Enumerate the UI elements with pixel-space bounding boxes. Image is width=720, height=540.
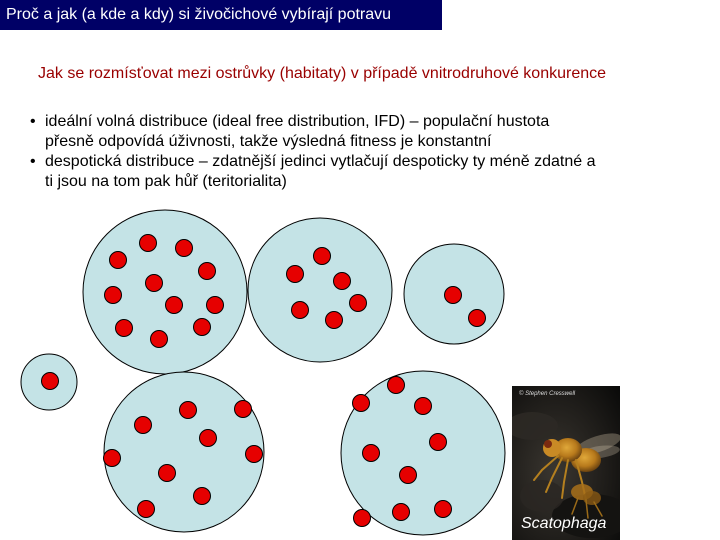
individual-dot (430, 434, 447, 451)
bullet-text-line: ti jsou na tom pak hůř (teritorialita) (45, 173, 287, 190)
photo-caption: Scatophaga (521, 515, 607, 532)
photo-credit: © Stephen Cresswell (519, 391, 576, 397)
individual-dot (140, 235, 157, 252)
individual-dot (314, 248, 331, 265)
bullet-marker: • (30, 153, 36, 170)
individual-dot (146, 275, 163, 292)
individual-dot (246, 446, 263, 463)
bullet-item-despotic (30, 152, 710, 192)
bullet-text-line: přesně odpovídá úživnosti, takže výsledná fitness je konstantní (45, 133, 492, 150)
individual-dot (166, 297, 183, 314)
individual-dot (235, 401, 252, 418)
individual-dot (207, 297, 224, 314)
individual-dot (138, 501, 155, 518)
individual-dot (104, 450, 121, 467)
individual-dot (151, 331, 168, 348)
bullet-text-line: ideální volná distribuce (ideal free distribution, IFD) – populační hustota (45, 113, 550, 130)
individual-dot (326, 312, 343, 329)
individual-dot (363, 445, 380, 462)
individual-dot (42, 373, 59, 390)
individual-dot (353, 395, 370, 412)
individual-dot (176, 240, 193, 257)
individual-dot (354, 510, 371, 527)
habitat-patches (21, 210, 505, 535)
individual-dot (159, 465, 176, 482)
bullet-text-line: despotická distribuce – zdatnější jedinci vytlačují despoticky ty méně zdatné a (45, 153, 596, 170)
individual-dot (400, 467, 417, 484)
individual-dot (469, 310, 486, 327)
slide-title: Proč a jak (a kde a kdy) si živočichové vybírají potravu (0, 0, 442, 30)
bullet-list (30, 112, 710, 192)
habitat-patch (248, 218, 392, 362)
individual-dot (116, 320, 133, 337)
bullet-marker: • (30, 113, 36, 130)
individual-dot (194, 319, 211, 336)
individual-dot (287, 266, 304, 283)
individual-dot (180, 402, 197, 419)
individual-dot (110, 252, 127, 269)
slide-subtitle: Jak se rozmísťovat mezi ostrůvky (habitaty) v případě vnitrodruhové konkurence (38, 65, 607, 82)
individual-dot (393, 504, 410, 521)
individual-dot (334, 273, 351, 290)
individual-dot (105, 287, 122, 304)
individual-dot (194, 488, 211, 505)
bullet-item-ifd (30, 112, 710, 152)
individual-dot (200, 430, 217, 447)
individual-dot (199, 263, 216, 280)
habitat-patch (104, 372, 264, 532)
individual-dot (292, 302, 309, 319)
individual-dot (388, 377, 405, 394)
individual-dot (415, 398, 432, 415)
individual-dot (445, 287, 462, 304)
individual-dot (135, 417, 152, 434)
individual-dot (435, 501, 452, 518)
individual-dot (350, 295, 367, 312)
